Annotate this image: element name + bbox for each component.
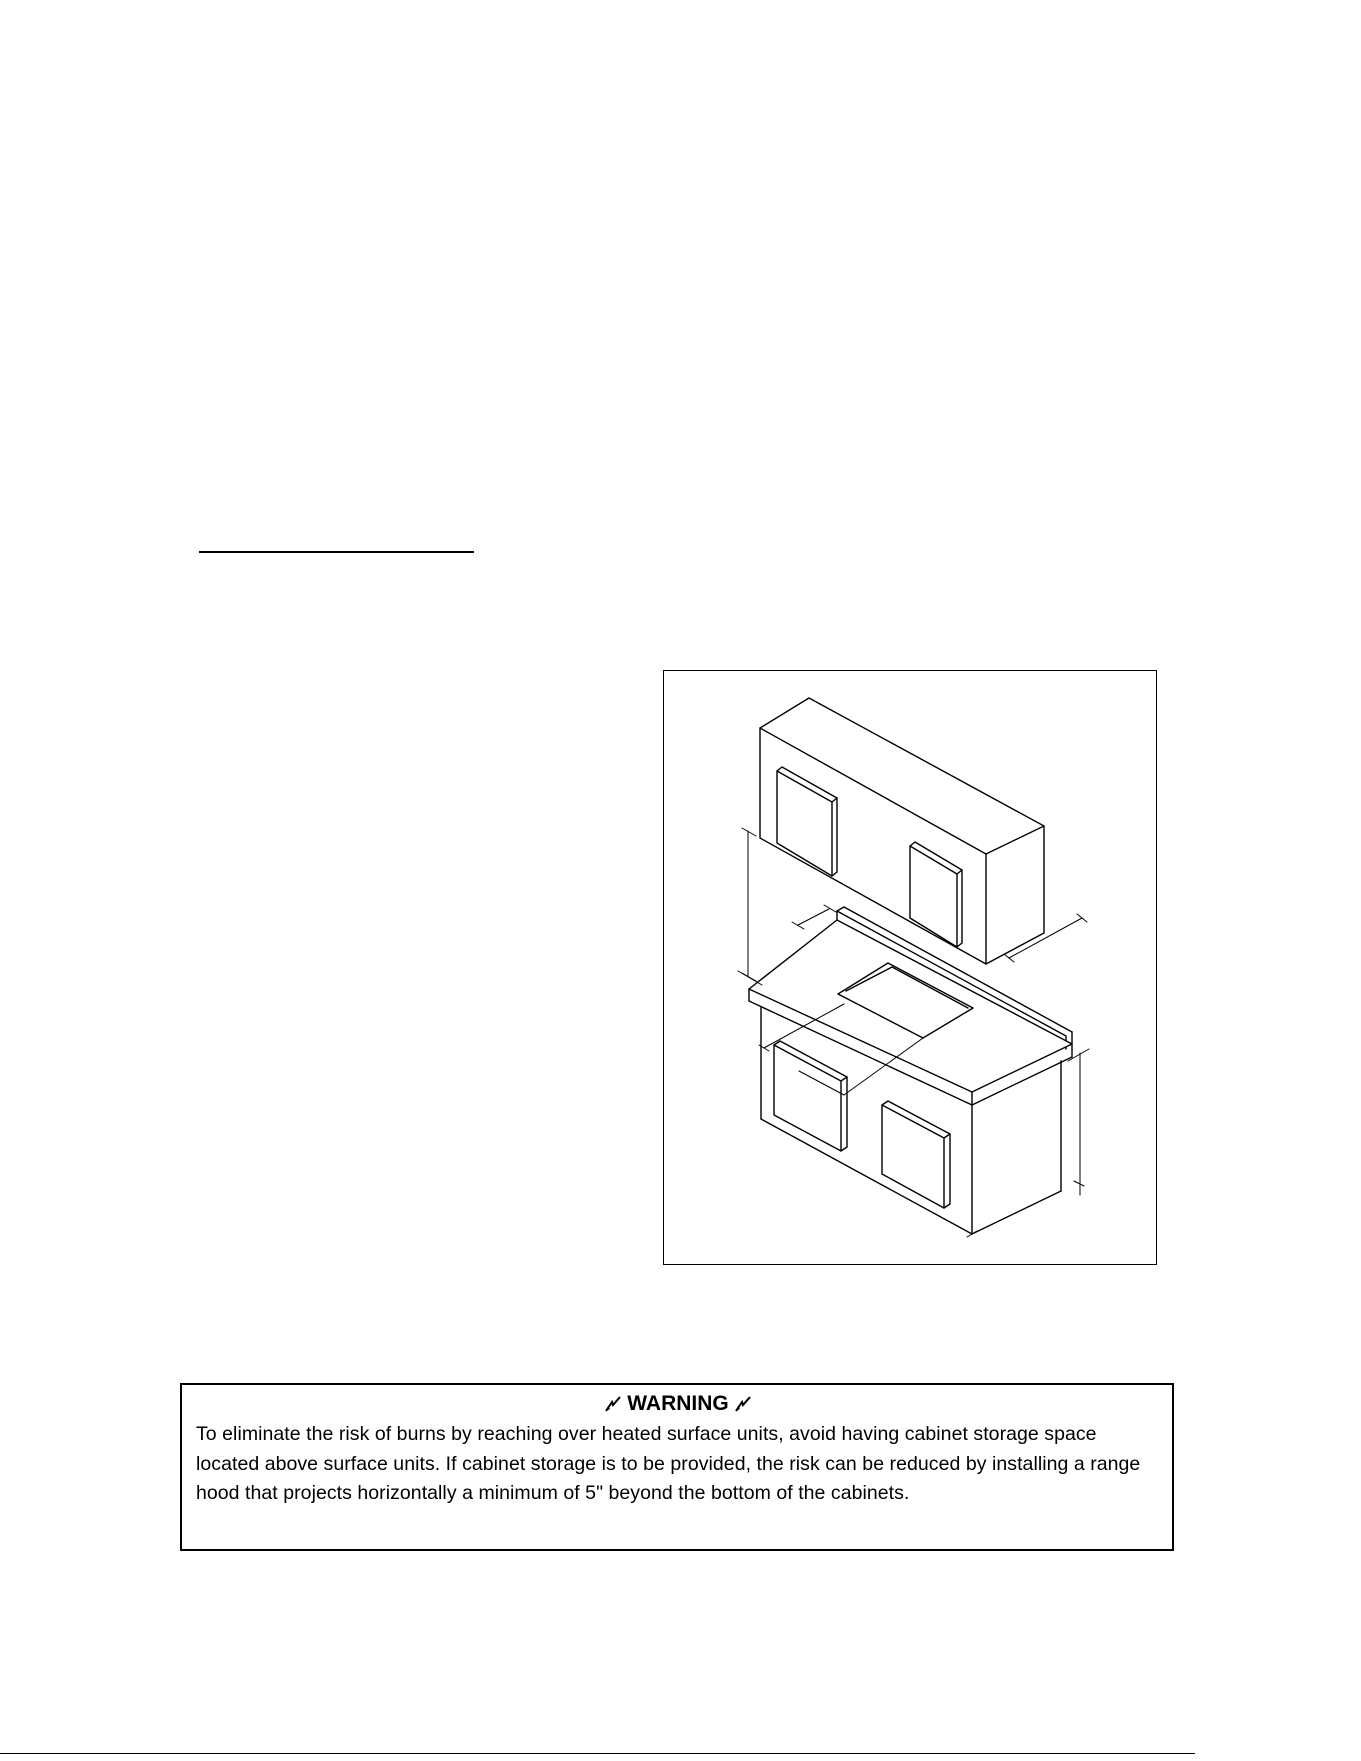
cabinet-illustration <box>664 671 1158 1266</box>
section-heading-underline <box>199 551 474 553</box>
warning-title-text: WARNING <box>627 1392 729 1415</box>
warning-title <box>196 1391 1160 1417</box>
page-footer-rule <box>0 1753 1195 1754</box>
cabinet-clearance-diagram <box>663 670 1157 1265</box>
warning-box <box>180 1383 1174 1551</box>
lightning-bolt-icon <box>733 1394 753 1414</box>
warning-body-text: To eliminate the risk of burns by reaching over heated surface units, avoid having cabinet storage space located above surface units. If cabinet storage is to be provided, the risk can be reduced by installing a range hood that projects horizontally a minimum of 5" beyond the bottom of the cabinets. <box>196 1423 1141 1504</box>
lightning-bolt-icon <box>603 1394 623 1414</box>
